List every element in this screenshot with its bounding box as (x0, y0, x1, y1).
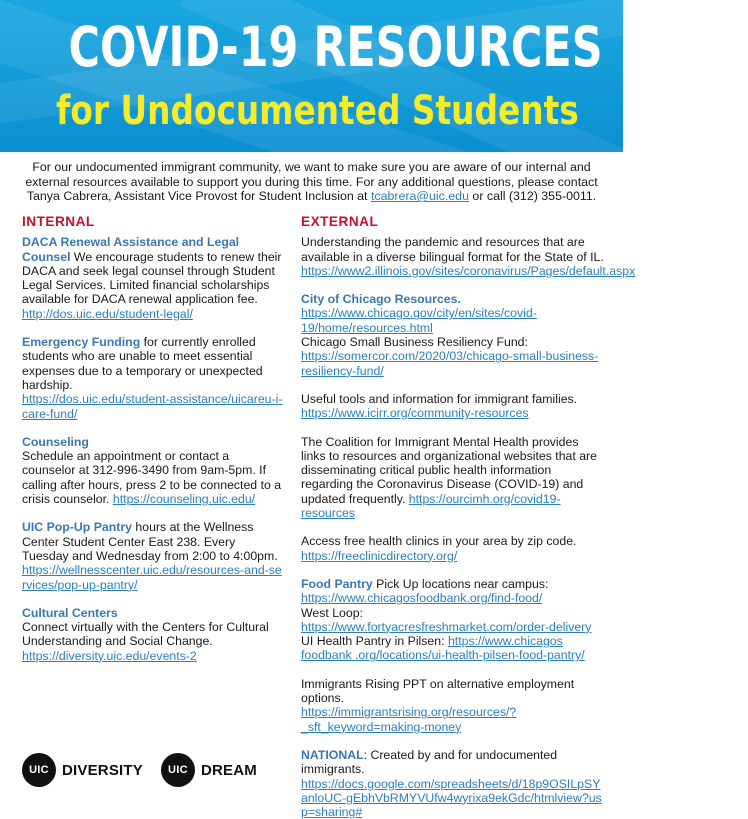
national-link[interactable]: https://docs.google.com/spreadsheets/d/18p9OSILpSYanloUC-gEbhVbRMYVUfw4wyrixa9ekGdc/htmlview?usp=sharing# (301, 777, 602, 819)
intro-tail: or call (312) 355-0011. (472, 189, 596, 203)
food-title: Food Pantry (301, 577, 373, 591)
national-title: NATIONAL (301, 748, 364, 762)
food-link-3[interactable]: https://www.chicagos foodbank .org/locations/ui-health-pilsen-food-pantry/ (301, 634, 585, 662)
emergency-link[interactable]: https://dos.uic.edu/student-assistance/uicareu-i-care-fund/ (22, 392, 282, 420)
emergency-title: Emergency Funding (22, 335, 140, 349)
daca-block (22, 235, 284, 321)
cultural-title: Cultural Centers (22, 606, 284, 620)
pantry-link[interactable]: https://wellnesscenter.uic.edu/resources-and-se rvices/pop-up-pantry/ (22, 563, 282, 591)
external-heading: EXTERNAL (301, 215, 604, 229)
internal-heading: INTERNAL (22, 215, 284, 229)
header-banner (0, 0, 623, 152)
illinois-block (301, 235, 604, 278)
clinics-link[interactable]: https://freeclinicdirectory.org/ (301, 549, 457, 563)
coalition-link[interactable]: https://ourcimh.org/covid19-resources (301, 492, 561, 520)
rising-link[interactable]: https://immigrantsrising.org/resources/?_sft_keyword=making-money (301, 705, 516, 733)
emergency-text: for currently enrolled students who are unable to meet essential expenses due to a temporary or unexpected hardship. (22, 335, 263, 392)
national-text: : Created by and for undocumented immigrants. (301, 748, 557, 776)
pilsen-label: UI Health Pantry in Pilsen: (301, 634, 445, 648)
food-link-1[interactable]: https://www.chicagosfoodbank.org/find-food/ (301, 591, 542, 605)
food-block (301, 577, 604, 663)
footer-logos (22, 752, 275, 788)
illinois-text: Understanding the pandemic and resources that are available in a diverse bilingual format for the State of IL. (301, 235, 604, 263)
counseling-title: Counseling (22, 435, 284, 449)
counseling-text: Schedule an appointment or contact a counselor at 312-996-3490 from 9am-5pm. If calling after hours, press 2 to be connected to a crisis counselor. (22, 449, 281, 506)
chicago-title: City of Chicago Resources. (301, 292, 604, 306)
daca-link[interactable]: http://dos.uic.edu/student-legal/ (22, 307, 193, 321)
coalition-text: The Coalition for Immigrant Mental Health provides links to resources and organizational websites that are disseminating critical public health information regarding the Coronavirus Disease (COVID-19) and updated frequently. (301, 435, 597, 506)
national-block (301, 748, 604, 819)
icirr-text: Useful tools and information for immigrant families. (301, 392, 577, 406)
pantry-block (22, 520, 284, 591)
intro-paragraph (10, 160, 613, 204)
rising-block (301, 677, 604, 734)
clinics-text: Access free health clinics in your area by zip code. (301, 534, 576, 548)
food-link-2[interactable]: https://www.fortyacresfreshmarket.com/order-delivery (301, 620, 591, 634)
internal-column (22, 215, 284, 677)
uic-mark-icon: UIC (22, 753, 56, 787)
fund-text: Chicago Small Business Resiliency Fund: (301, 335, 528, 349)
intro-text: For our undocumented immigrant community, we want to make sure you are aware of our internal and external resources available to support you during this time. For any additional questions, please contact Tanya Cabrera, Assistant Vice Provost for Student Inclusion at (25, 160, 597, 203)
clinics-block (301, 534, 604, 563)
contact-email-link[interactable]: tcabrera@uic.edu (371, 189, 469, 203)
coalition-block (301, 435, 604, 521)
westloop-label: West Loop: (301, 606, 363, 620)
fund-link[interactable]: https://somercor.com/2020/03/chicago-small-business-resiliency-fund/ (301, 349, 598, 377)
external-column (301, 215, 604, 819)
emergency-block (22, 335, 284, 421)
diversity-logo-label: DIVERSITY (62, 762, 143, 779)
chicago-block (301, 292, 604, 378)
pantry-text: hours at the Wellness Center Student Center East 238. Every Tuesday and Wednesday from 2:00 to 4:00pm. (22, 520, 278, 563)
cultural-text: Connect virtually with the Centers for Cultural Understanding and Social Change. (22, 620, 269, 648)
cultural-link[interactable]: https://diversity.uic.edu/events-2 (22, 649, 197, 663)
daca-title: DACA Renewal Assistance and Legal Counsel (22, 235, 239, 263)
counseling-block (22, 435, 284, 506)
banner-subtitle: for Undocumented Students (56, 86, 567, 136)
cultural-block (22, 606, 284, 663)
daca-text: We encourage students to renew their DACA and seek legal counsel through Student Legal Services. Limited financial scholarships available for DACA renewal application fee. (22, 250, 282, 307)
diversity-logo (22, 753, 143, 787)
food-text: Pick Up locations near campus: (373, 577, 549, 591)
pantry-title: UIC Pop-Up Pantry (22, 520, 132, 534)
dream-logo-label: DREAM (201, 762, 257, 779)
illinois-link[interactable]: https://www2.illinois.gov/sites/coronavirus/Pages/default.aspx (301, 264, 635, 278)
rising-text: Immigrants Rising PPT on alternative employment options. (301, 677, 574, 705)
icirr-block (301, 392, 604, 421)
uic-mark-icon: UIC (161, 753, 195, 787)
icirr-link[interactable]: https://www.icirr.org/community-resources (301, 406, 529, 420)
chicago-link[interactable]: https://www.chicago.gov/city/en/sites/covid-19/home/resources.html (301, 306, 537, 334)
banner-title: COVID-19 RESOURCES (69, 14, 555, 80)
counseling-link[interactable]: https://counseling.uic.edu/ (113, 492, 255, 506)
dream-logo (161, 753, 257, 787)
